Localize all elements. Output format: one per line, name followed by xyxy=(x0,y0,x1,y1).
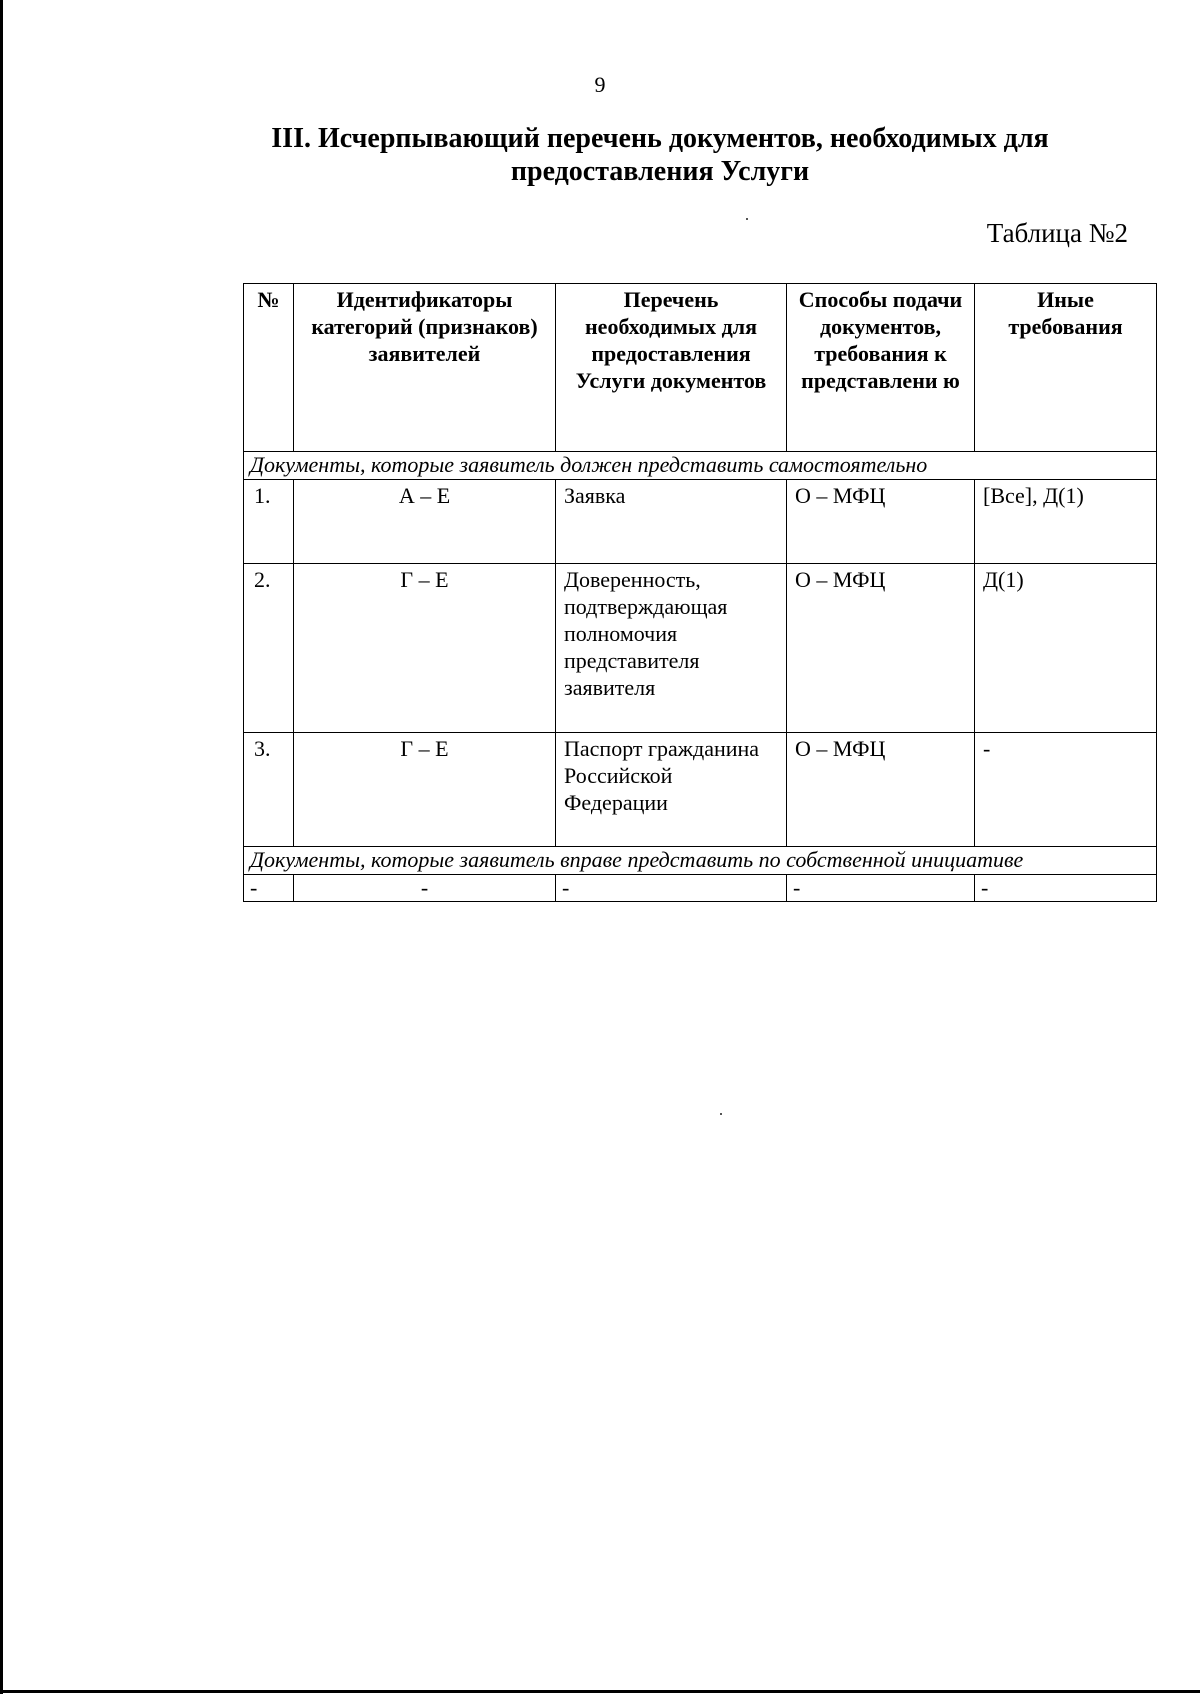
scan-speck xyxy=(746,218,748,220)
row-requirements: - xyxy=(975,733,1157,847)
row-document: Доверенность, подтверждающая полномочия представителя заявителя xyxy=(556,564,787,733)
page-number: 9 xyxy=(594,72,606,97)
header-number: № xyxy=(244,284,294,452)
documents-table xyxy=(243,283,1157,902)
optional-cell-requirements: - xyxy=(975,875,1157,902)
optional-cell-method: - xyxy=(787,875,975,902)
table-row xyxy=(244,875,1157,902)
section-label-optional: Документы, которые заявитель вправе представить по собственной инициативе xyxy=(244,847,1157,875)
row-document: Паспорт гражданина Российской Федерации xyxy=(556,733,787,847)
row-method: О – МФЦ xyxy=(787,564,975,733)
row-method: О – МФЦ xyxy=(787,480,975,564)
scan-edge-left xyxy=(0,0,3,1694)
table-row xyxy=(244,733,1157,847)
table-row xyxy=(244,564,1157,733)
section-row-mandatory xyxy=(244,452,1157,480)
header-methods: Способы подачи документов, требования к представлени ю xyxy=(787,284,975,452)
row-number: 3. xyxy=(244,733,294,847)
optional-cell-document: - xyxy=(556,875,787,902)
table-header-row xyxy=(244,284,1157,452)
optional-cell-number: - xyxy=(244,875,294,902)
row-requirements: Д(1) xyxy=(975,564,1157,733)
row-requirements: [Все], Д(1) xyxy=(975,480,1157,564)
table-caption: Таблица №2 xyxy=(986,218,1128,248)
section-row-optional xyxy=(244,847,1157,875)
section-label-mandatory: Документы, которые заявитель должен представить самостоятельно xyxy=(244,452,1157,480)
row-categories: Г – Е xyxy=(294,733,556,847)
scan-speck xyxy=(720,1113,722,1115)
header-requirements: Иные требования xyxy=(975,284,1157,452)
header-documents: Перечень необходимых для предоставления Услуги документов xyxy=(556,284,787,452)
row-categories: Г – Е xyxy=(294,564,556,733)
row-categories: А – Е xyxy=(294,480,556,564)
optional-cell-categories: - xyxy=(294,875,556,902)
header-categories: Идентификаторы категорий (признаков) заявителей xyxy=(294,284,556,452)
scan-edge-bottom xyxy=(0,1690,1200,1693)
row-number: 1. xyxy=(244,480,294,564)
row-number: 2. xyxy=(244,564,294,733)
section-title: III. Исчерпывающий перечень документов, необходимых для предоставления Услуги xyxy=(271,123,1049,187)
table-row xyxy=(244,480,1157,564)
row-method: О – МФЦ xyxy=(787,733,975,847)
row-document: Заявка xyxy=(556,480,787,564)
